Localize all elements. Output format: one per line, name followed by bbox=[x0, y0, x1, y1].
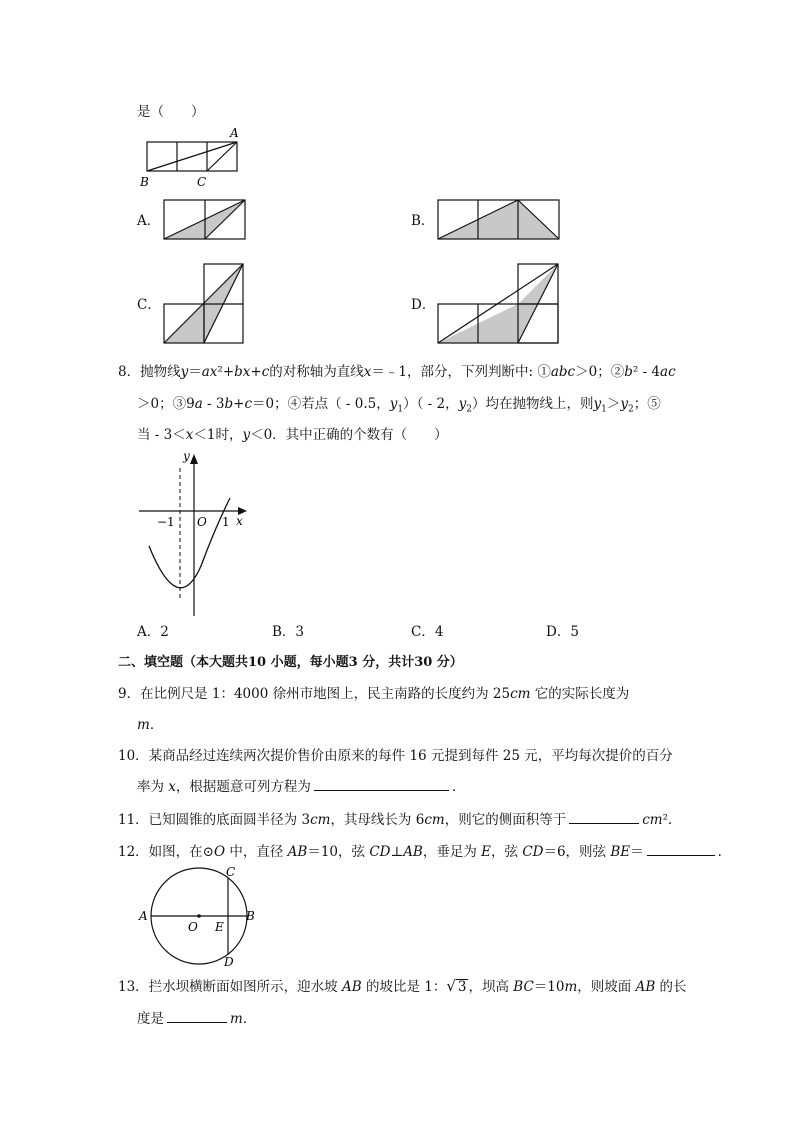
q9-text: ． bbox=[149, 717, 164, 733]
q12-label-o: O bbox=[188, 920, 198, 934]
q8-line-1 bbox=[118, 363, 676, 381]
q8-text: ＝ bbox=[188, 364, 202, 380]
q8-text: c bbox=[244, 396, 253, 412]
q9-text: 9．在比例尺是 1：4000 徐州市地图上，民主南路的长度约为 25 bbox=[118, 686, 511, 702]
q9-text: 它的实际长度为 bbox=[530, 686, 630, 702]
q12-text: E bbox=[481, 844, 492, 860]
q8-text: 1 bbox=[601, 404, 607, 415]
q8-text: ² - 4 bbox=[632, 364, 661, 380]
section-title: 二、填空题（本大题共10 小题，每小题3 分，共计30 分） bbox=[118, 655, 463, 670]
q8-text: y bbox=[180, 364, 189, 380]
q7-option-d-label: D． bbox=[411, 297, 436, 313]
q8-text: y bbox=[620, 396, 628, 412]
q8-text: ＜1时， bbox=[193, 427, 243, 443]
q8-text: + bbox=[233, 396, 245, 412]
q8-text: ＝0；④若点（ - 0.5， bbox=[252, 396, 390, 412]
q12-text: AB bbox=[403, 844, 423, 860]
q7-option-d-figure bbox=[437, 263, 561, 345]
q8-text: a bbox=[194, 396, 203, 412]
q8-text: ＞0；③9 bbox=[137, 396, 195, 412]
q8-text: ；⑤ bbox=[633, 396, 661, 412]
q7-option-a-label: A． bbox=[137, 213, 161, 229]
q12-text: O bbox=[214, 844, 226, 860]
q8-text: y bbox=[593, 396, 602, 412]
q11-line bbox=[118, 811, 682, 829]
q8-text: 抛物线 bbox=[140, 364, 181, 380]
q12-text: ⊥ bbox=[390, 844, 404, 860]
q8-text: ＞ bbox=[606, 396, 621, 412]
q8-text: bx bbox=[234, 364, 251, 380]
q10-text: ，根据题意可列方程为 bbox=[175, 779, 311, 795]
q8-text: ）（ - 2， bbox=[403, 396, 459, 412]
q8-graph-pos1-label: 1 bbox=[222, 515, 230, 529]
q13-text: ＝10 bbox=[533, 979, 565, 995]
q7-option-c-label: C． bbox=[137, 297, 161, 313]
q8-text: b bbox=[624, 364, 633, 380]
q8-text: ＜0．其中正确的个数有（ ） bbox=[250, 427, 448, 443]
q7-option-b-label: B． bbox=[411, 213, 435, 229]
q9-line-1 bbox=[118, 685, 629, 703]
q12-text: 中，直径 bbox=[225, 844, 288, 860]
sqrt-icon: √ bbox=[446, 977, 456, 995]
q11-text: cm bbox=[642, 812, 663, 828]
q13-text: AB bbox=[635, 979, 656, 995]
q7-reference-figure bbox=[140, 125, 250, 190]
q10-text: x bbox=[168, 779, 176, 795]
q8-text: c bbox=[261, 364, 270, 380]
q7-label-b: B bbox=[140, 175, 149, 189]
q12-text: ＝10，弦 bbox=[307, 844, 370, 860]
q13-line-1 bbox=[118, 977, 687, 996]
q8-line-3 bbox=[137, 426, 448, 444]
q8-text: ）均在抛物线上，则 bbox=[471, 396, 594, 412]
q13-text: BC bbox=[513, 979, 534, 995]
q12-label-a: A bbox=[139, 909, 148, 923]
q8-graph-neg1-label: −1 bbox=[157, 515, 175, 529]
q8-text: ＞0；② bbox=[575, 364, 625, 380]
q13-line-2 bbox=[137, 1010, 256, 1028]
q8-line-2 bbox=[137, 395, 661, 419]
q11-text: ，其母线长为 6 bbox=[330, 812, 425, 828]
q11-text: cm bbox=[424, 812, 445, 828]
q8-number: 8． bbox=[118, 364, 141, 380]
q13-sqrt-value: 3 bbox=[457, 979, 467, 995]
q8-text: y bbox=[458, 396, 467, 412]
q13-text: 度是 bbox=[137, 1011, 164, 1027]
q12-answer-blank[interactable] bbox=[647, 843, 715, 856]
q8-text: x bbox=[363, 364, 372, 380]
q13-text: AB bbox=[341, 979, 362, 995]
q13-text: m bbox=[230, 1011, 243, 1027]
q11-text: ，则它的侧面积等于 bbox=[444, 812, 567, 828]
q12-text: ，弦 bbox=[491, 844, 523, 860]
q12-text: ＝ bbox=[630, 844, 644, 860]
q9-line-2 bbox=[137, 716, 163, 734]
q8-text: y bbox=[389, 396, 398, 412]
q12-text: BE bbox=[610, 844, 631, 860]
q13-text: ． bbox=[242, 1011, 257, 1027]
q9-text: cm bbox=[510, 686, 531, 702]
q8-answer-d: D．5 bbox=[546, 624, 579, 640]
q11-text: cm bbox=[310, 812, 331, 828]
q8-parabola-graph bbox=[137, 448, 252, 618]
q9-unit: m bbox=[137, 717, 150, 733]
q12-label-c: C bbox=[226, 865, 236, 879]
q12-label-e: E bbox=[215, 920, 224, 934]
q8-text: ac bbox=[660, 364, 676, 380]
q7-label-a: A bbox=[230, 126, 239, 140]
q13-text: ，坝高 bbox=[468, 979, 514, 995]
q12-text: CD bbox=[369, 844, 391, 860]
q8-text: x bbox=[185, 427, 194, 443]
q7-option-b-figure bbox=[437, 199, 561, 241]
q8-text: b bbox=[224, 396, 234, 412]
q8-text: 当 - 3＜ bbox=[137, 427, 186, 443]
q12-label-b: B bbox=[246, 909, 255, 923]
q7-option-c-figure bbox=[163, 263, 247, 345]
q12-label-d: D bbox=[224, 955, 234, 969]
q13-text: 的长 bbox=[655, 979, 687, 995]
q11-text: 11．已知圆锥的底面圆半径为 3 bbox=[118, 812, 311, 828]
q12-text: ，垂足为 bbox=[422, 844, 482, 860]
q10-text: ． bbox=[451, 779, 466, 795]
q10-line-1: 10．某商品经过连续两次提价售价由原来的每件 16 元提到每件 25 元，平均每次提价的百分 bbox=[118, 748, 673, 764]
q8-answer-a: A．2 bbox=[137, 624, 169, 640]
q12-text: AB bbox=[287, 844, 308, 860]
q8-text: 2 bbox=[627, 404, 634, 415]
q8-graph-y-label: y bbox=[183, 449, 190, 463]
q8-text: ²+ bbox=[217, 364, 235, 380]
q7-option-a-figure bbox=[163, 199, 248, 241]
q11-answer-blank[interactable] bbox=[569, 811, 639, 824]
q12-line bbox=[118, 843, 731, 861]
q12-text: ＝6，则弦 bbox=[543, 844, 611, 860]
q12-text: CD bbox=[522, 844, 544, 860]
q10-answer-blank[interactable] bbox=[314, 778, 449, 791]
q8-text: ＝﹣1，部分，下列判断中: ① bbox=[371, 364, 551, 380]
q13-text: 13．拦水坝横断面如图所示，迎水坡 bbox=[118, 979, 342, 995]
q8-text: + bbox=[250, 364, 262, 380]
q12-text: 12．如图，在⊙ bbox=[118, 844, 214, 860]
q12-text: ． bbox=[717, 844, 732, 860]
q8-graph-origin-label: O bbox=[197, 515, 207, 529]
q8-text: 1 bbox=[397, 404, 404, 415]
q8-text: - 3 bbox=[202, 396, 225, 412]
q8-text: 2 bbox=[466, 404, 472, 415]
q11-text: ²． bbox=[662, 812, 682, 828]
q7-prefix: 是（ ） bbox=[137, 104, 205, 120]
q13-text: ，则坡面 bbox=[577, 979, 636, 995]
q10-line-2 bbox=[137, 778, 465, 796]
q7-label-c: C bbox=[197, 175, 207, 189]
q8-answer-b: B．3 bbox=[272, 624, 305, 640]
q13-text: 的坡比是 1： bbox=[361, 979, 447, 995]
q8-answer-c: C．4 bbox=[411, 624, 444, 640]
q12-circle-figure bbox=[136, 864, 266, 970]
q13-answer-blank[interactable] bbox=[167, 1010, 227, 1023]
q8-text: abc bbox=[550, 364, 576, 380]
q8-text: 的对称轴为直线 bbox=[269, 364, 364, 380]
q8-graph-x-label: x bbox=[236, 514, 243, 528]
q13-text: m bbox=[564, 979, 578, 995]
q10-text: 率为 bbox=[137, 779, 169, 795]
q8-text: ax bbox=[201, 364, 218, 380]
q8-text: y bbox=[242, 427, 251, 443]
